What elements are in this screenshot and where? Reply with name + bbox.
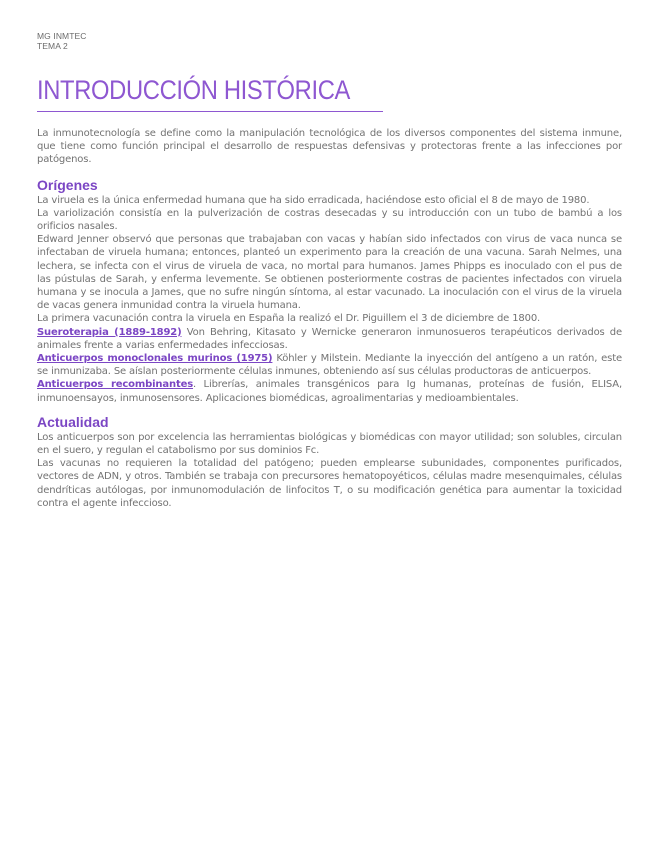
document-header: [37, 31, 622, 51]
paragraph: Las vacunas no requieren la totalidad del patógeno; pueden emplearse subunidades, componentes purificados, vectores de ADN, y otros. También se trabaja con precursores hematopoyéticos, células madre mesenquimales, células dendríticas autólogas, por inmunomodulación de linfocitos T, o su modificación genética para aumentar la toxicidad contra el agente infeccioso.: [37, 458, 622, 509]
topic-number: TEMA 2: [37, 41, 68, 51]
paragraph-sueroterapia: [37, 326, 622, 352]
monoclonales-link[interactable]: Anticuerpos monoclonales murinos (1975): [37, 353, 273, 365]
section-actualidad: [37, 431, 622, 510]
paragraph: La primera vacunación contra la viruela en España la realizó el Dr. Piguillem el 3 de diciembre de 1800.: [37, 313, 541, 325]
paragraph: La variolización consistía en la pulverización de costras desecadas y su introducción con un tubo de bambú a los orificios nasales.: [37, 207, 622, 233]
paragraph-monoclonales: [37, 352, 622, 378]
title-underline: [37, 111, 383, 112]
paragraph-text: Von Behring, Kitasato y Wernicke generaron inmunosueros terapéuticos derivados de animales frente a varias enfermedades infecciosas.: [37, 326, 622, 351]
paragraph: Edward Jenner observó que personas que trabajaban con vacas y habían sido infectados con virus de vaca nunca se infectaban de viruela humana; entonces, planteó un experimento para la creación de una vacuna. Sarah Nelmes, una lechera, se infecta con el virus de viruela de vaca, no mortal para humanos. James Phipps es inoculado con el pus de las pústulas de Sarah, y enferma levemente. Se obtienen posteriormente costras de pacientes infectados con viruela humana y se inocula a James, que no sufre ningún síntoma, al estar vacunado. La inoculación con el virus de la viruela de vacas genera inmunidad contra la viruela humana.: [37, 234, 622, 312]
paragraph-recombinantes: [37, 378, 622, 404]
paragraph-text: . Librerías, animales transgénicos para Ig humanas, proteínas de fusión, ELISA, inmunoensayos, inmunosensores. Aplicaciones biomédicas, agroalimentarias y medioambientales.: [37, 379, 622, 404]
section-heading-origenes: Orígenes: [37, 176, 98, 193]
sueroterapia-link[interactable]: Sueroterapia (1889-1892): [37, 326, 182, 338]
paragraph-text: Köhler y Milstein. Mediante la inyección del antígeno a un ratón, este se inmunizaba. Se aíslan posteriormente células inmunes, obteniendo así sus células productoras de anticuerpos.: [37, 353, 623, 378]
page-title: INTRODUCCIÓN HISTÓRICA: [37, 75, 351, 105]
intro-paragraph: La inmunotecnología se define como la manipulación tecnológica de los diversos componentes del sistema inmune, que tiene como función principal el desarrollo de respuestas defensivas y protectoras frente a las infecciones por patógenos.: [37, 128, 622, 166]
section-origenes: [37, 194, 622, 405]
paragraph: Los anticuerpos son por excelencia las herramientas biológicas y biomédicas con mayor utilidad; son solubles, circulan en el suero, y regulan el catabolismo por sus dominios Fc.: [37, 431, 622, 457]
section-heading-actualidad: Actualidad: [37, 413, 109, 430]
recombinantes-link[interactable]: Anticuerpos recombinantes: [37, 379, 194, 391]
paragraph: La viruela es la única enfermedad humana que ha sido erradicada, haciéndose esto oficial el 8 de mayo de 1980.: [37, 194, 590, 206]
course-code: MG INMTEC: [37, 31, 87, 41]
